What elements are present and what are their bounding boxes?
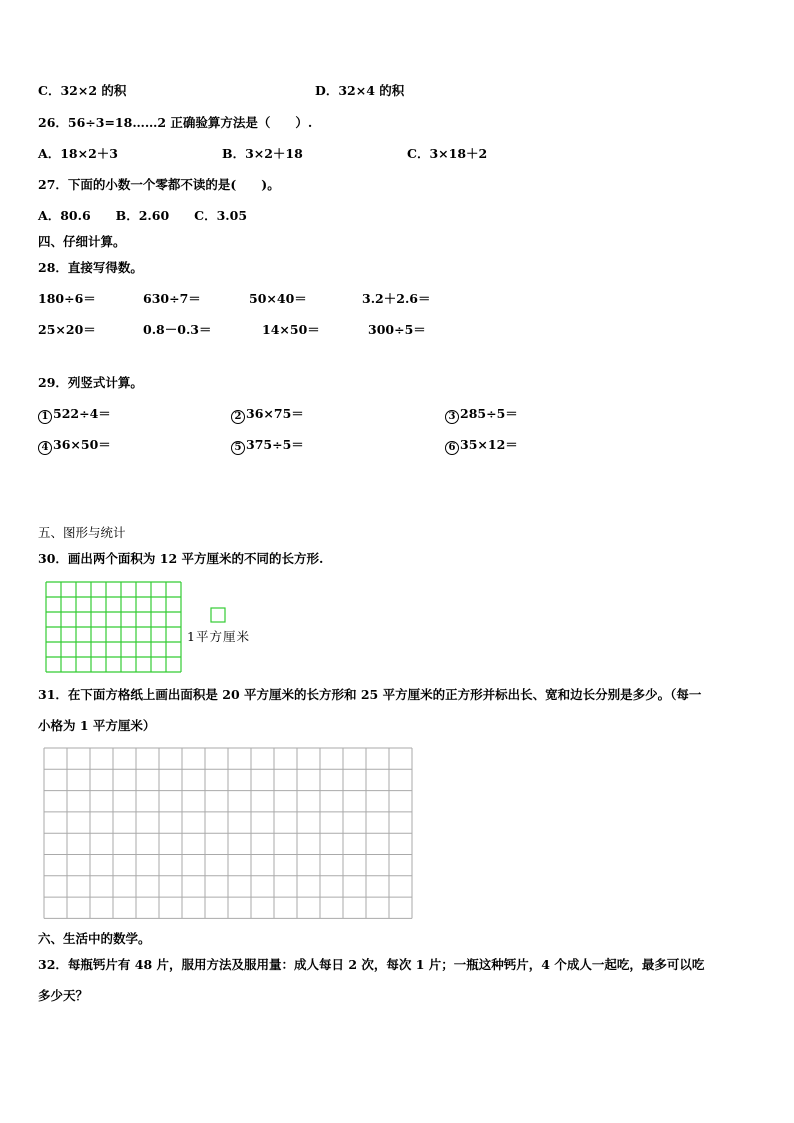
q28-item: 3.2＋2.6＝	[362, 291, 431, 306]
q29-item: 4 36×50＝	[38, 437, 111, 455]
q29-item: 1 522÷4＝	[38, 406, 111, 424]
circled-number: 3	[445, 410, 459, 424]
q26-option-c: C．3×18＋2	[407, 146, 488, 161]
unit-square-icon	[210, 607, 228, 625]
q29-item: 3 285÷5＝	[445, 406, 518, 424]
q28-item: 180÷6＝	[38, 291, 96, 306]
q32-line2: 多少天？	[38, 988, 89, 1003]
q32-line1: 32．每瓶钙片有 48 片，服用方法及服用量：成人每日 2 次，每次 1 片；一瓶这种钙片，4 个成人一起吃，最多可以吃	[38, 957, 705, 972]
section-6-heading: 六、生活中的数学。	[38, 931, 151, 946]
q28-item: 14×50＝	[262, 322, 320, 337]
q27-stem: 27．下面的小数一个零都不读的是( )。	[38, 177, 280, 192]
q28-item: 50×40＝	[249, 291, 307, 306]
q29-item: 5 375÷5＝	[231, 437, 304, 455]
circled-number: 6	[445, 441, 459, 455]
circled-number: 1	[38, 410, 52, 424]
q26-option-a: A．18×2＋3	[38, 146, 118, 161]
q31-grid	[43, 747, 414, 920]
q29-item: 2 36×75＝	[231, 406, 304, 424]
q31-stem-line1: 31．在下面方格纸上画出面积是 20 平方厘米的长方形和 25 平方厘米的正方形并标出长、宽和边长分别是多少。（每一	[38, 687, 702, 702]
q25-option-d: D．32×4 的积	[315, 83, 405, 98]
q28-item: 0.8－0.3＝	[143, 322, 212, 337]
circled-number: 4	[38, 441, 52, 455]
q26-option-b: B．3×2＋18	[222, 146, 303, 161]
q30-stem: 30．画出两个面积为 12 平方厘米的不同的长方形.	[38, 551, 324, 566]
section-5-heading: 五、图形与统计	[38, 525, 126, 540]
circled-number: 2	[231, 410, 245, 424]
q29-item: 6 35×12＝	[445, 437, 518, 455]
q28-item: 25×20＝	[38, 322, 96, 337]
q28-item: 300÷5＝	[368, 322, 426, 337]
q28-stem: 28．直接写得数。	[38, 260, 143, 275]
q25-option-c: C．32×2 的积	[38, 83, 127, 98]
section-4-heading: 四、仔细计算。	[38, 234, 126, 249]
q26-stem: 26．56÷3=18……2 正确验算方法是（ ）.	[38, 115, 313, 130]
q29-stem: 29．列竖式计算。	[38, 375, 143, 390]
q27-options: A．80.6 B．2.60 C．3.05	[38, 208, 248, 223]
q28-item: 630÷7＝	[143, 291, 201, 306]
unit-square-label: 1平方厘米	[187, 629, 250, 644]
q30-grid	[45, 581, 183, 673]
q31-stem-line2: 小格为 1 平方厘米）	[38, 718, 156, 733]
circled-number: 5	[231, 441, 245, 455]
